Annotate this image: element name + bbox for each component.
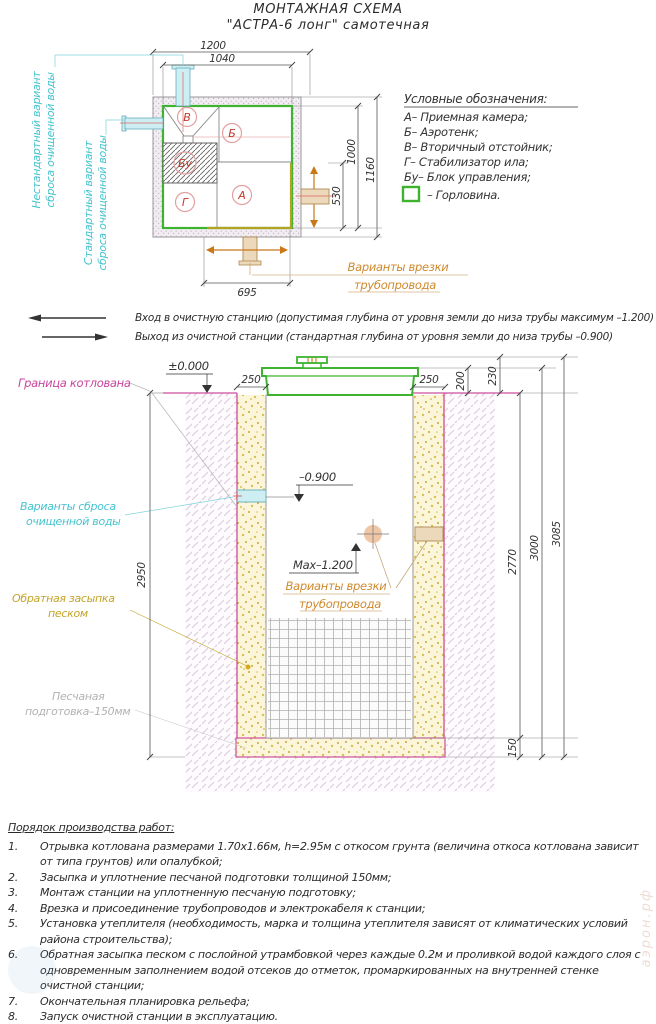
backfill-line1: Обратная засыпка	[12, 592, 115, 605]
standard-discharge-line1: Стандартный вариант	[82, 140, 95, 266]
nonstandard-discharge-line1: Нестандартный вариант	[30, 71, 43, 209]
outlet-note-row	[0, 327, 656, 346]
dim-2770: 2770	[507, 549, 519, 575]
work-item-1: 1. Отрывка котлована размерами 1.70х1.66м, h=2.95м с откосом грунта (величина откоса котлована зависит от типа грунтов) или опалубкой;	[8, 839, 639, 868]
legend-title: Условные обозначения:	[404, 92, 548, 106]
nonstandard-discharge-line2: сброса очищенной воды	[44, 72, 57, 208]
section-sand-bed	[236, 738, 445, 757]
watermark-logo	[8, 946, 56, 994]
work-item-5: 5. Установка утеплителя (необходимость, марка и толщина утеплителя зависят от климатических условий района строительства);	[8, 917, 628, 946]
legend-item-b: Б– Аэротенк;	[404, 125, 479, 139]
outlet-note: Выход из очистной станции (стандартная глубина от уровня земли до низа трубы –0.900)	[135, 330, 613, 343]
plan-outlet-pipe-left	[120, 116, 163, 131]
backfill-line2: песком	[48, 607, 88, 620]
level-max-text: Max–1.200	[293, 558, 353, 572]
title-line2: "АСТРА-6 лонг" самотечная	[226, 18, 430, 33]
legend	[403, 92, 578, 202]
cross-section-svg	[0, 350, 656, 805]
flow-notes	[0, 308, 656, 346]
cell-v-label: В	[183, 111, 191, 124]
section-tank-grid	[268, 618, 411, 737]
site-watermark: аэрон.рф	[639, 888, 654, 968]
level-zero-text: ±0.000	[168, 359, 209, 373]
dim-250-right: 250	[419, 374, 439, 386]
plan-pipe-bottom	[206, 237, 288, 275]
dim-1040: 1040	[209, 53, 235, 65]
cell-bu-label: Бу	[177, 157, 193, 170]
work-item-6: 6. Обратная засыпка песком с послойной утрамбовкой через каждые 0.2м и проливкой водой каждого слоя с одновременным заполнением водой отсеков до отметок, промаркированных на внутренней стенке очистной станции;	[8, 948, 641, 992]
pipe-entry-line2: трубопровода	[354, 278, 436, 292]
work-order-title: Порядок производства работ:	[8, 821, 175, 834]
pit-boundary-text: Граница котлована	[18, 376, 131, 390]
dim-1000: 1000	[346, 139, 358, 165]
inlet-note-row	[0, 308, 656, 327]
cell-a-label: А	[238, 189, 246, 202]
dim-1160: 1160	[365, 157, 377, 183]
section-pipe-entry-line1: Варианты врезки	[285, 579, 387, 593]
work-item-7: 7. Окончательная планировка рельефа;	[8, 994, 250, 1008]
cell-g-label: Г	[181, 196, 189, 209]
dim-530: 530	[331, 186, 343, 206]
level-900-text: –0.900	[299, 470, 336, 484]
standard-discharge-line2: сброса очищенной воды	[96, 135, 109, 271]
legend-item-bu: Бу– Блок управления;	[404, 170, 531, 184]
legend-item-neck: – Горловина.	[427, 188, 501, 202]
section-pipe-entry-line2: трубопровода	[299, 597, 381, 611]
discharge-line2: очищенной воды	[26, 515, 121, 528]
drawing-title	[0, 2, 656, 34]
legend-item-g: Г– Стабилизатор ила;	[404, 155, 529, 169]
title-line1: МОНТАЖНАЯ СХЕМА	[253, 2, 403, 17]
plan-view-svg	[0, 40, 656, 308]
pipe-entry-line1: Варианты врезки	[347, 260, 449, 274]
sand-bed-line2: подготовка–150мм	[25, 705, 131, 718]
inlet-note: Вход в очистную станцию (допустимая глубина от уровня земли до низа трубы максимум –1.200)	[135, 311, 654, 324]
work-item-8: 8. Запуск очистной станции в эксплуатацию.	[8, 1010, 278, 1023]
section-tank-lid	[262, 357, 418, 395]
legend-item-a: А– Приемная камера;	[404, 110, 528, 124]
dim-2950: 2950	[136, 562, 148, 588]
work-item-2: 2. Засыпка и уплотнение песчаной подготовки толщиной 150мм;	[8, 870, 392, 884]
discharge-line1: Варианты сброса	[20, 500, 116, 513]
legend-item-v: В– Вторичный отстойник;	[404, 140, 553, 154]
sand-bed-line1: Песчаная	[52, 690, 105, 703]
dim-200: 200	[455, 371, 467, 391]
dim-150: 150	[507, 738, 519, 758]
inlet-arrow-icon	[28, 313, 135, 323]
section-discharge-pipe	[233, 490, 266, 502]
dim-695: 695	[237, 287, 257, 299]
plan-pipe-entry-label	[252, 260, 468, 292]
work-item-3: 3. Монтаж станции на уплотненную песчаную подготовку;	[8, 886, 356, 899]
work-item-4: 4. Врезка и присоединение трубопроводов и электрокабеля к станции;	[8, 901, 426, 915]
cell-b-label: Б	[228, 127, 236, 140]
dim-250-left: 250	[241, 374, 261, 386]
dim-3000: 3000	[529, 535, 541, 561]
dim-3085: 3085	[551, 521, 563, 547]
level-zero-mark	[166, 359, 213, 393]
dim-230: 230	[487, 366, 499, 386]
plan-pipe-right	[296, 166, 336, 228]
dim-1200: 1200	[200, 40, 226, 52]
outlet-arrow-icon	[28, 332, 135, 342]
work-order-list	[8, 820, 650, 1024]
legend-neck-symbol	[403, 187, 419, 201]
